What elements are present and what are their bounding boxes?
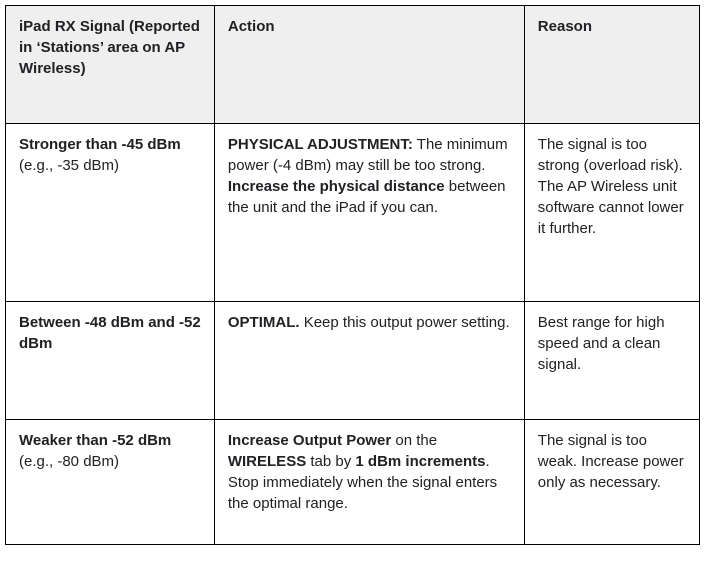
header-signal: iPad RX Signal (Reported in ‘Stations’ area on AP Wireless) <box>6 6 215 124</box>
table-row <box>6 124 700 302</box>
action-text: PHYSICAL ADJUSTMENT: <box>227 136 413 153</box>
signal-range: Weaker than -52 dBm <box>19 432 172 449</box>
reason-cell: The signal is too weak. Increase power only as necessary. <box>524 420 699 545</box>
action-text: Keep this output power setting. <box>299 314 510 331</box>
signal-cell <box>6 420 215 545</box>
reason-cell: Best range for high speed and a clean signal. <box>524 302 699 420</box>
signal-example: (e.g., -80 dBm) <box>19 453 120 470</box>
action-text: Increase the physical distance <box>227 178 445 195</box>
signal-example: (e.g., -35 dBm) <box>19 157 120 174</box>
signal-range: Stronger than -45 dBm <box>19 136 181 153</box>
action-text: between the unit and the iPad if you can. <box>227 178 506 216</box>
header-action: Action <box>214 6 524 124</box>
action-text: Increase Output Power <box>227 432 392 449</box>
action-text: on the <box>391 432 438 449</box>
table-row <box>6 420 700 545</box>
action-text: WIRELESS <box>227 453 307 470</box>
action-cell <box>214 302 524 420</box>
action-cell <box>214 420 524 545</box>
action-text: OPTIMAL. <box>227 314 300 331</box>
action-cell <box>214 124 524 302</box>
reason-cell: The signal is too strong (overload risk). The AP Wireless unit software cannot lower it further. <box>524 124 699 302</box>
signal-cell <box>6 302 215 420</box>
action-text: The minimum power (-4 dBm) may still be too strong. <box>227 136 508 174</box>
action-text: 1 dBm increments <box>355 453 486 470</box>
header-reason: Reason <box>524 6 699 124</box>
action-text: tab by <box>306 453 356 470</box>
table-row <box>6 302 700 420</box>
signal-cell <box>6 124 215 302</box>
header-row <box>6 6 700 124</box>
signal-range: Between -48 dBm and -52 dBm <box>19 314 201 352</box>
action-text: . Stop immediately when the signal enters the optimal range. <box>227 453 498 512</box>
signal-guidance-table <box>5 5 700 545</box>
